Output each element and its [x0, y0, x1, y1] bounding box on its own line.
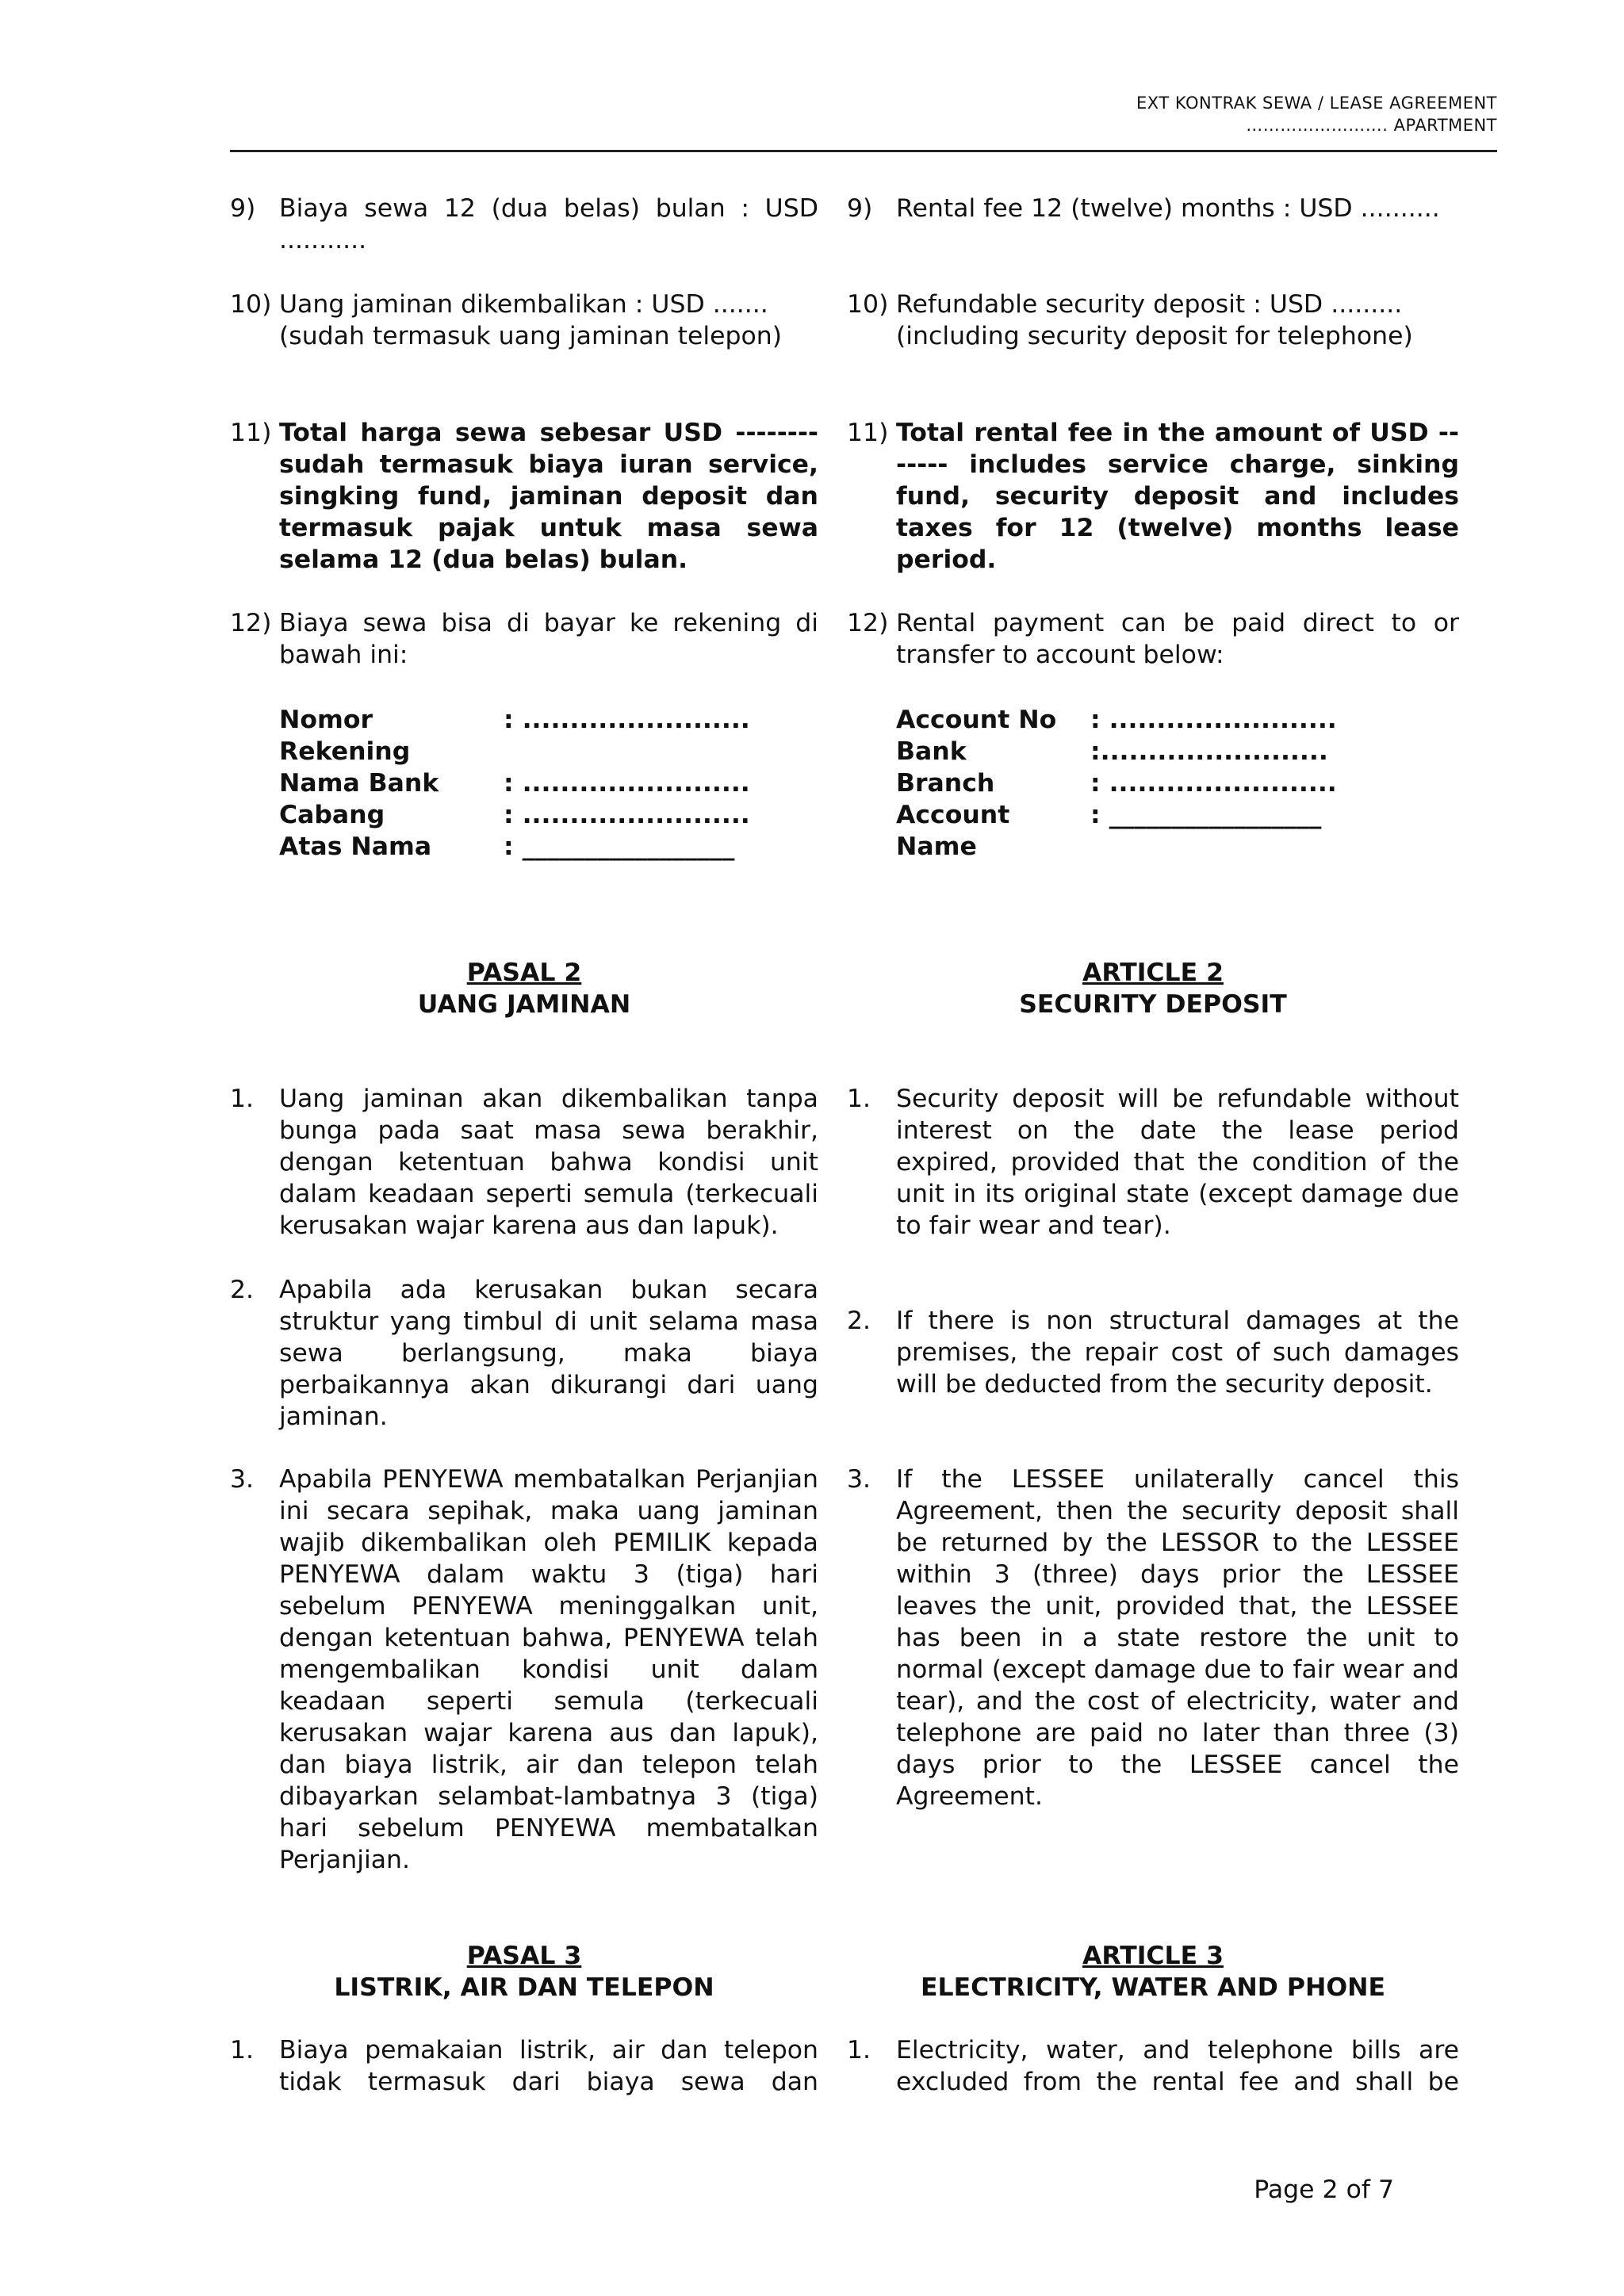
- bank-row-account-holder: Atas Nama : _________________: [279, 832, 735, 861]
- article-3-title: ARTICLE 3: [1082, 1942, 1224, 1970]
- item-number: 1.: [847, 1085, 871, 1113]
- pasal-3-heading: [230, 1940, 818, 2003]
- left-pasal2-item-1: [230, 1083, 818, 1242]
- item-text-line2: (sudah termasuk uang jaminan telepon): [279, 322, 783, 350]
- item-text: Biaya sewa bisa di bayar ke rekening di bawah ini:: [279, 609, 818, 669]
- right-item-11: [847, 417, 1459, 576]
- header-title: EXT KONTRAK SEWA / LEASE AGREEMENT: [1136, 94, 1497, 113]
- left-pasal2-item-3: [230, 1464, 818, 1876]
- right-item-12: [847, 607, 1459, 671]
- left-bank-details: [279, 704, 818, 863]
- article-3-subtitle: ELECTRICITY, WATER AND PHONE: [921, 1973, 1385, 2002]
- item-number: 9): [847, 194, 873, 223]
- item-number: 3.: [230, 1465, 255, 1494]
- pasal-2-heading: [230, 957, 818, 1020]
- bank-row-account-number: Nomor Rekening : ........................: [279, 706, 750, 766]
- item-number: 1.: [847, 2036, 871, 2064]
- pasal-3-subtitle: LISTRIK, AIR DAN TELEPON: [334, 1973, 714, 2002]
- article-2-heading: [847, 957, 1459, 1020]
- bank-row-account-holder: Account Name : _________________: [896, 801, 1322, 861]
- item-number: 1.: [230, 1085, 255, 1113]
- bank-row-branch: Branch : ........................: [896, 769, 1337, 798]
- right-article2-item-2: [847, 1305, 1459, 1400]
- item-text: Apabila ada kerusakan bukan secara struktur yang timbul di unit selama masa sewa berlangsung, maka biaya perbaikannya akan dikurangi dari uang jaminan.: [279, 1276, 818, 1431]
- left-item-10: [230, 289, 818, 352]
- right-item-9: [847, 193, 1459, 224]
- article-3-heading: [847, 1940, 1459, 2003]
- item-text: Total rental fee in the amount of USD ------- includes service charge, sinking fund, security deposit and includes taxes for 12 (twelve) months lease period.: [896, 419, 1459, 574]
- left-item-11: [230, 417, 818, 576]
- bank-row-account-number: Account No : ........................: [896, 706, 1337, 734]
- item-number: 12): [847, 609, 889, 637]
- right-bank-details: [896, 704, 1459, 863]
- item-text: If there is non structural damages at the premises, the repair cost of such damages will be deducted from the security deposit.: [896, 1307, 1459, 1399]
- item-text: Uang jaminan akan dikembalikan tanpa bunga pada saat masa sewa berakhir, dengan ketentuan bahwa kondisi unit dalam keadaan seperti semula (terkecuali kerusakan wajar karena aus dan lapuk).: [279, 1085, 818, 1240]
- item-text: Total harga sewa sebesar USD -------- sudah termasuk biaya iuran service, singking fund, jaminan deposit dan termasuk pajak untuk masa sewa selama 12 (dua belas) bulan.: [279, 419, 818, 574]
- article-2-title: ARTICLE 2: [1082, 959, 1224, 987]
- item-number: 11): [230, 419, 272, 447]
- pasal-2-subtitle: UANG JAMINAN: [417, 990, 631, 1019]
- right-item-10: [847, 289, 1459, 352]
- item-number: 9): [230, 194, 256, 223]
- item-text-line1: Uang jaminan dikembalikan : USD .......: [279, 290, 768, 319]
- article-2-subtitle: SECURITY DEPOSIT: [1019, 990, 1287, 1019]
- left-pasal2-item-2: [230, 1274, 818, 1433]
- header-rule: [230, 150, 1497, 152]
- item-text: Biaya sewa 12 (dua belas) bulan : USD ...........: [279, 194, 818, 254]
- item-number: 10): [230, 290, 272, 319]
- item-number: 11): [847, 419, 889, 447]
- header-apartment: ……………………. APARTMENT: [1246, 116, 1497, 135]
- document-header: [1136, 92, 1497, 136]
- right-article2-item-3: [847, 1464, 1459, 1812]
- pasal-3-title: PASAL 3: [466, 1942, 582, 1970]
- item-text: Electricity, water, and telephone bills are excluded from the rental fee and shall be: [896, 2036, 1459, 2096]
- item-text: If the LESSEE unilaterally cancel this Agreement, then the security deposit shall be returned by the LESSOR to the LESSEE within 3 (three) days prior the LESSEE leaves the unit, provided that, the LESSEE has been in a state restore the unit to normal (except damage due to fair wear and tear), and the cost of electricity, water and telephone are paid no later than three (3) days prior to the LESSEE cancel the Agreement.: [896, 1465, 1459, 1811]
- bank-row-bank-name: Bank :........................: [896, 737, 1328, 766]
- item-number: 12): [230, 609, 272, 637]
- page-number: Page 2 of 7: [1254, 2175, 1394, 2204]
- item-text: Rental payment can be paid direct to or transfer to account below:: [896, 609, 1459, 669]
- left-pasal3-item-1: [230, 2034, 818, 2098]
- bank-row-bank-name: Nama Bank : ........................: [279, 769, 750, 798]
- right-article2-item-1: [847, 1083, 1459, 1242]
- item-text: Rental fee 12 (twelve) months : USD ..........: [896, 194, 1440, 223]
- item-text: Security deposit will be refundable without interest on the date the lease period expired, provided that the condition of the unit in its original state (except damage due to fair wear and tear).: [896, 1085, 1459, 1240]
- item-number: 1.: [230, 2036, 255, 2064]
- item-text-line2: (including security deposit for telephone): [896, 322, 1413, 350]
- bank-row-branch: Cabang : ........................: [279, 801, 750, 829]
- item-number: 2.: [230, 1276, 255, 1304]
- item-number: 10): [847, 290, 889, 319]
- left-item-9: [230, 193, 818, 256]
- right-article3-item-1: [847, 2034, 1459, 2098]
- item-text: Apabila PENYEWA membatalkan Perjanjian ini secara sepihak, maka uang jaminan wajib dikembalikan oleh PEMILIK kepada PENYEWA dalam waktu 3 (tiga) hari sebelum PENYEWA meninggalkan unit, dengan ketentuan bahwa, PENYEWA telah mengembalikan kondisi unit dalam keadaan seperti semula (terkecuali kerusakan wajar karena aus dan lapuk), dan biaya listrik, air dan telepon telah dibayarkan selambat-lambatnya 3 (tiga) hari sebelum PENYEWA membatalkan Perjanjian.: [279, 1465, 818, 1874]
- pasal-2-title: PASAL 2: [466, 959, 582, 987]
- item-text: Biaya pemakaian listrik, air dan telepon tidak termasuk dari biaya sewa dan: [279, 2036, 818, 2096]
- left-item-12: [230, 607, 818, 671]
- item-number: 3.: [847, 1465, 871, 1494]
- item-number: 2.: [847, 1307, 871, 1335]
- item-text-line1: Refundable security deposit : USD .........: [896, 290, 1403, 319]
